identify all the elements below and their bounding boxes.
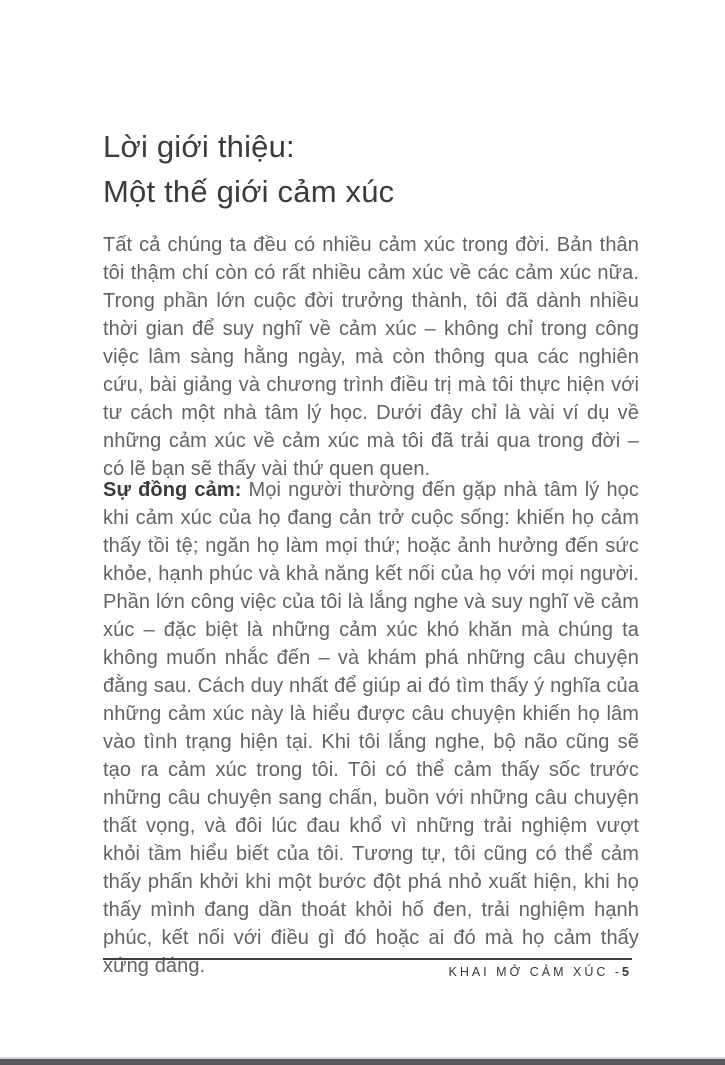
page-number: 5 [622, 965, 632, 979]
running-head [103, 963, 632, 981]
paragraph-lead-empathy: Sự đồng cảm: [103, 479, 242, 501]
running-head-title: KHAI MỞ CẢM XÚC [448, 965, 609, 979]
page-number-separator: - [614, 965, 623, 979]
chapter-title [103, 124, 394, 214]
bottom-edge-bar [0, 1057, 725, 1065]
chapter-title-line-2: Một thế giới cảm xúc [103, 174, 395, 209]
paragraph-intro: Tất cả chúng ta đều có nhiều cảm xúc trong đời. Bản thân tôi thậm chí còn có rất nhiều cảm xúc về các cảm xúc nữa. Trong phần lớn cuộc đời trưởng thành, tôi đã dành nhiều thời gian để suy nghĩ về cảm xúc – không chỉ trong công việc lâm sàng hằng ngày, mà còn thông qua các nghiên cứu, bài giảng và chương trình điều trị mà tôi thực hiện với tư cách một nhà tâm lý học. Dưới đây chỉ là vài ví dụ về những cảm xúc về cảm xúc mà tôi đã trải qua trong đời – có lẽ bạn sẽ thấy vài thứ quen quen. [103, 234, 639, 480]
paragraph-empathy-text: Mọi người thường đến gặp nhà tâm lý học khi cảm xúc của họ đang cản trở cuộc sống: khiến họ cảm thấy tồi tệ; ngăn họ làm mọi thứ; hoặc ảnh hưởng đến sức khỏe, hạnh phúc và khả năng kết nối của họ với mọi người. Phần lớn công việc của tôi là lắng nghe và suy nghĩ về cảm xúc – đặc biệt là những cảm xúc khó khăn mà chúng ta không muốn nhắc đến – và khám phá những câu chuyện đằng sau. Cách duy nhất để giúp ai đó tìm thấy ý nghĩa của những cảm xúc này là hiểu được câu chuyện khiến họ lâm vào tình trạng hiện tại. Khi tôi lắng nghe, bộ não cũng sẽ tạo ra cảm xúc trong tôi. Tôi có thể cảm thấy sốc trước những câu chuyện sang chấn, buồn với những câu chuyện thất vọng, và đôi lúc đau khổ vì những trải nghiệm vượt khỏi tầm hiểu biết của tôi. Tương tự, tôi cũng có thể cảm thấy phấn khởi khi một bước đột phá nhỏ xuất hiện, khi họ thấy mình đang dần thoát khỏi hố đen, trải nghiệm hạnh phúc, kết nối với điều gì đó hoặc ai đó mà họ cảm thấy xứng đáng. [103, 479, 639, 977]
footer-divider [103, 958, 632, 960]
paragraph-empathy [103, 476, 639, 980]
chapter-title-line-1: Lời giới thiệu: [103, 129, 295, 164]
